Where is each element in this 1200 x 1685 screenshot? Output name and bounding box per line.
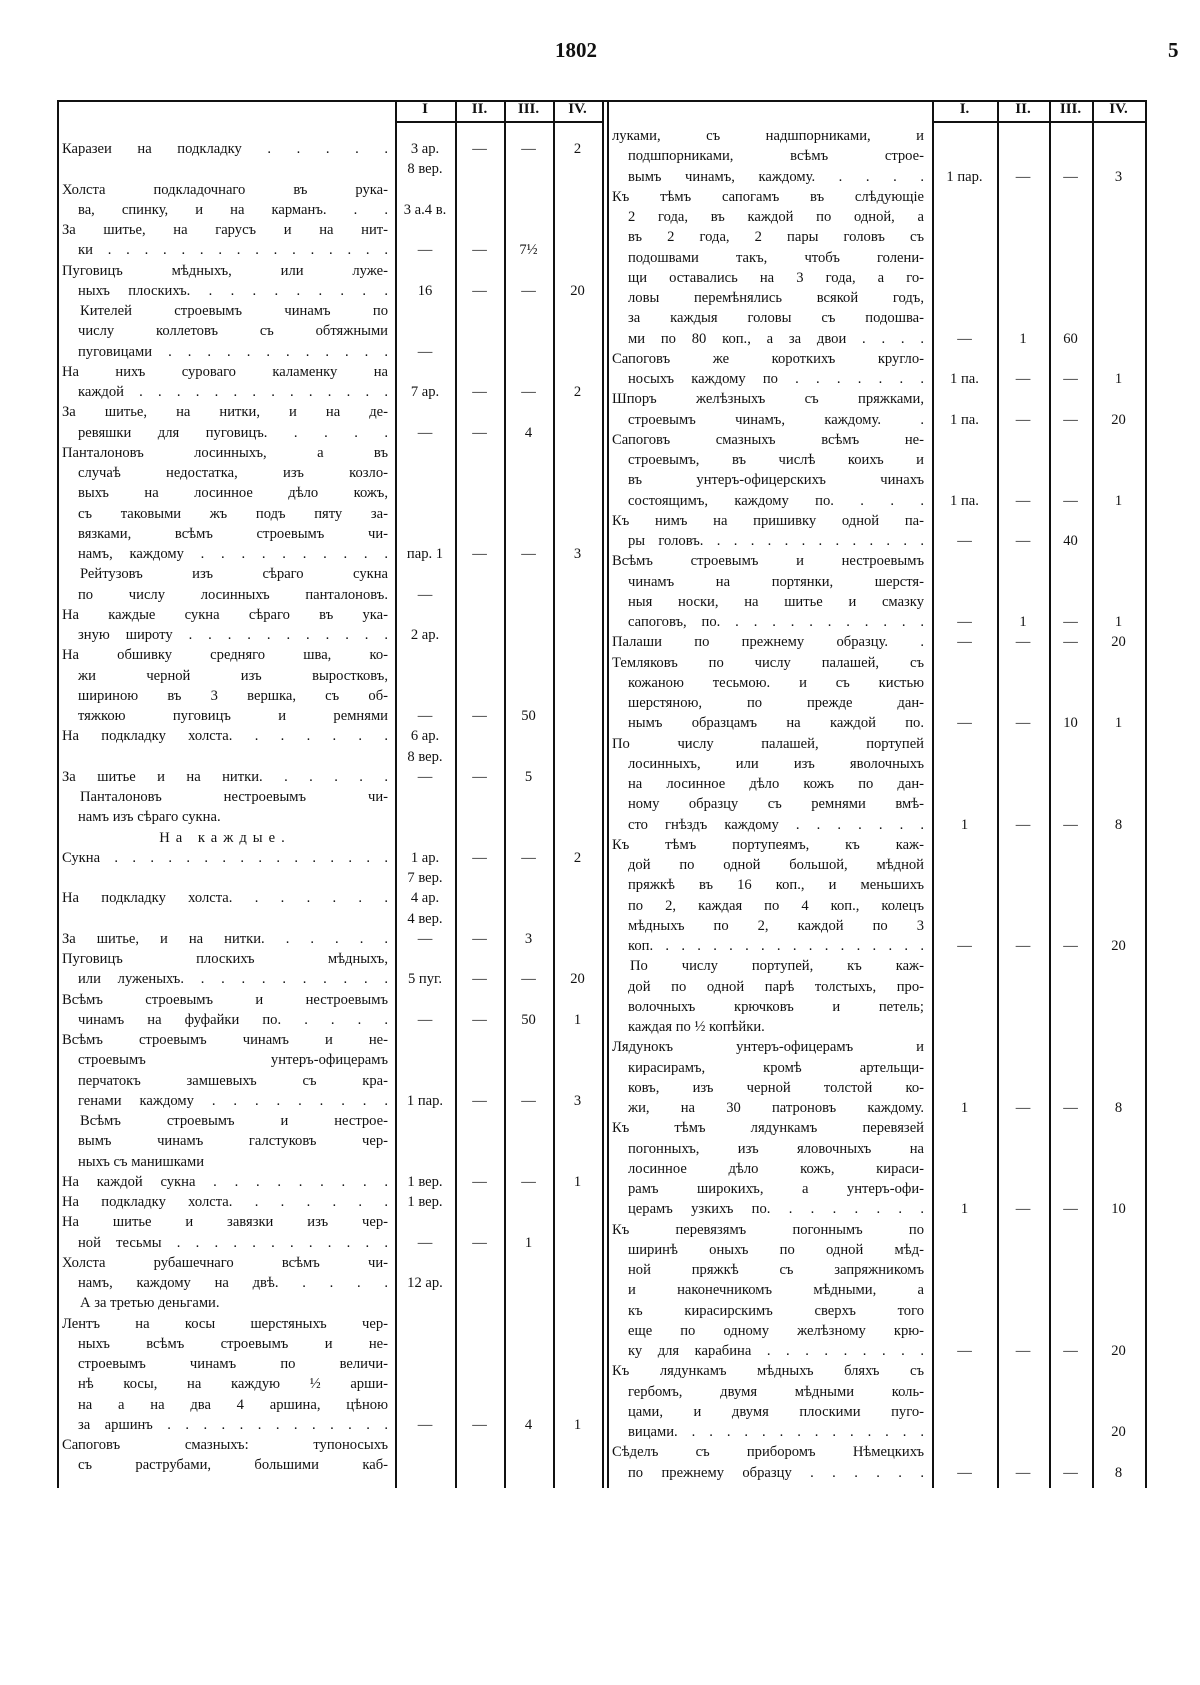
- entry-text-line: По числу портупей, къ каж-: [630, 958, 924, 975]
- entry-text-line: Холста подкладочнаго въ рука-: [62, 181, 388, 198]
- value-cell-iii: —: [1063, 1464, 1078, 1481]
- value-cell-i: 4 вер.: [407, 910, 443, 927]
- entry-text-line: Къ тѣмъ портупеямъ, къ каж-: [612, 836, 924, 853]
- value-cell-ii: —: [1015, 533, 1031, 549]
- entry-text-line: ми по 80 коп., а за двои . . . .: [628, 330, 924, 347]
- entry-text-line: Къ перевязямъ погоннымъ по: [612, 1221, 924, 1238]
- value-cell-iv: 10: [1111, 1201, 1126, 1218]
- entry-text-line: къ кирасирскимъ сверхъ того: [628, 1302, 924, 1319]
- entry-text-line: волочныхъ крючковъ и петель;: [628, 998, 924, 1015]
- value-cell-i: 1: [960, 816, 969, 833]
- entry-text-line: ной пряжкѣ съ запряжникомъ: [628, 1262, 924, 1278]
- value-cell-ii: —: [472, 849, 487, 866]
- entry-text-line: нѣ косы, на каждую ½ арши-: [78, 1376, 388, 1393]
- value-cell-ii: —: [472, 971, 487, 988]
- value-cell-ii: —: [472, 1234, 487, 1251]
- value-cell-iv: 20: [1111, 1343, 1126, 1359]
- value-cell-iv: 8: [1114, 1464, 1123, 1481]
- column-rule: [504, 100, 506, 1488]
- value-cell-i: 3 ар.: [410, 141, 440, 157]
- entry-text-line: намъ изъ сѣраго сукна.: [78, 809, 221, 826]
- value-cell-iii: —: [521, 1092, 536, 1109]
- value-cell-i: —: [417, 343, 433, 360]
- column-rule: [1092, 100, 1094, 1488]
- entry-text-line: нымъ образцамъ на каждой по.: [628, 715, 924, 732]
- value-cell-ii: 1: [1019, 614, 1027, 630]
- value-cell-ii: —: [1015, 938, 1031, 954]
- entry-text-line: гербомъ, двумя мѣдными коль-: [628, 1383, 924, 1400]
- right-column-header-i: I.: [959, 101, 970, 117]
- column-rule: [455, 100, 457, 1488]
- entry-text-line: ныхъ съ манишками: [78, 1153, 205, 1170]
- value-cell-iv: 20: [1111, 411, 1126, 428]
- value-cell-ii: —: [1015, 168, 1031, 185]
- entry-text-line: подшпорниками, всѣмъ строе-: [628, 148, 924, 165]
- value-cell-iii: —: [1063, 371, 1078, 387]
- entry-text-line: луками, съ надшпорниками, и: [612, 128, 924, 144]
- value-cell-i: 1 па.: [950, 411, 979, 428]
- value-cell-iii: —: [1063, 1201, 1078, 1218]
- value-cell-iv: 2: [573, 141, 582, 157]
- right-column-header-iv: IV.: [1109, 101, 1128, 117]
- value-cell-i: 8 вер.: [407, 161, 443, 178]
- entry-text-line: жи черной изъ выростковъ,: [78, 667, 388, 684]
- entry-text-line: каждая по ½ копѣйки.: [628, 1019, 765, 1035]
- value-cell-iii: 7½: [519, 242, 538, 259]
- entry-text-line: лосинное дѣло кожъ, кираси-: [628, 1160, 924, 1177]
- value-cell-iii: —: [521, 282, 536, 299]
- value-cell-i: 16: [417, 282, 433, 299]
- left-column-header-ii: II.: [471, 101, 488, 117]
- entry-text-line: сто гнѣздъ каждому . . . . . . .: [628, 816, 924, 833]
- value-cell-iii: —: [1063, 634, 1078, 651]
- entry-text-line: сапоговъ, по. . . . . . . . . . . .: [628, 614, 924, 630]
- value-cell-i: 7 вер.: [407, 870, 443, 886]
- page-year-header: 1802: [555, 38, 597, 62]
- entry-text-line: носыхъ каждому по . . . . . . .: [628, 371, 924, 387]
- entry-text-line: строевымъ, въ числѣ коихъ и: [628, 452, 924, 468]
- value-cell-ii: —: [1015, 411, 1031, 428]
- value-cell-i: пар. 1: [406, 546, 444, 562]
- entry-text-line: погонныхъ, изъ яловочныхъ на: [628, 1140, 924, 1157]
- value-cell-iv: 1: [573, 1173, 582, 1190]
- column-rule: [602, 100, 604, 1488]
- entry-text-line: Каразеи на подкладку . . . . .: [62, 141, 388, 157]
- entry-text-line: пуговицами . . . . . . . . . . . .: [78, 343, 388, 360]
- entry-text-line: ному образцу съ ремнями вмѣ-: [628, 796, 924, 813]
- value-cell-i: —: [417, 1416, 433, 1433]
- entry-text-line: перчатокъ замшевыхъ съ кра-: [78, 1072, 388, 1089]
- value-cell-i: 1 вер.: [407, 1173, 443, 1190]
- value-cell-iii: 50: [521, 708, 536, 724]
- entry-text-line: На каждой сукна . . . . . . . . .: [62, 1173, 388, 1190]
- value-cell-iv: 20: [1111, 634, 1126, 651]
- entry-text-line: Рейтузовъ изъ сѣраго сукна: [80, 566, 388, 583]
- value-cell-iv: 1: [1114, 614, 1123, 630]
- entry-text-line: жи, на 30 патроновъ каждому.: [628, 1100, 924, 1116]
- entry-text-line: Кителей строевымъ чинамъ по: [80, 303, 388, 319]
- value-cell-iv: 20: [570, 282, 585, 299]
- entry-text-line: 2 года, въ каждой по одной, а: [628, 209, 924, 225]
- value-cell-i: —: [417, 586, 433, 603]
- entry-text-line: На каждые.: [159, 829, 291, 846]
- value-cell-iii: 4: [524, 424, 533, 441]
- entry-text-line: Къ лядункамъ мѣдныхъ бляхъ съ: [612, 1363, 924, 1380]
- entry-text-line: За шитье, и на нитки. . . . . .: [62, 930, 388, 947]
- entry-text-line: съ таковыми жъ подъ пяту за-: [78, 505, 388, 522]
- value-cell-iii: 3: [524, 930, 533, 947]
- entry-text-line: Палаши по прежнему образцу. .: [612, 634, 924, 651]
- value-cell-iii: 10: [1063, 715, 1078, 732]
- entry-text-line: На подкладку холста. . . . . . .: [62, 890, 388, 907]
- entry-text-line: чинамъ на портянки, шерстя-: [628, 573, 924, 590]
- value-cell-ii: —: [472, 1416, 487, 1433]
- entry-text-line: щи оставались на 3 года, а го-: [628, 269, 924, 286]
- column-rule: [553, 100, 555, 1488]
- value-cell-ii: —: [472, 930, 487, 947]
- entry-text-line: съ раструбами, большими каб-: [78, 1457, 388, 1474]
- entry-text-line: случаѣ недостатка, изъ козло-: [78, 465, 388, 481]
- value-cell-iii: —: [521, 546, 536, 562]
- value-cell-i: 1 па.: [950, 371, 979, 387]
- value-cell-i: —: [957, 715, 972, 732]
- entry-text-line: Всѣмъ строевымъ и нестроевымъ: [612, 553, 924, 570]
- value-cell-i: —: [957, 634, 972, 651]
- entry-text-line: Сапоговъ смазныхъ: тупоносыхъ: [62, 1437, 388, 1453]
- entry-text-line: вицами. . . . . . . . . . . . . . .: [628, 1424, 924, 1440]
- entry-text-line: ревяшки для пуговицъ. . . . .: [78, 424, 388, 441]
- entry-text-line: вымъ чинамъ, каждому. . . . .: [628, 168, 924, 185]
- value-cell-iii: —: [1063, 492, 1078, 509]
- value-cell-ii: —: [472, 424, 487, 441]
- value-cell-i: 1 пар.: [946, 168, 983, 185]
- value-cell-iii: —: [1063, 1100, 1078, 1116]
- entry-text-line: Къ тѣмъ лядункамъ перевязей: [612, 1120, 924, 1137]
- value-cell-iii: 5: [524, 768, 533, 785]
- value-cell-ii: —: [1015, 1201, 1031, 1218]
- entry-text-line: На подкладку холста. . . . . . .: [62, 728, 388, 745]
- value-cell-ii: —: [472, 141, 487, 157]
- entry-text-line: ныхъ плоскихъ. . . . . . . . . .: [78, 282, 388, 299]
- entry-text-line: Холста рубашечнаго всѣмъ чи-: [62, 1254, 388, 1271]
- entry-text-line: На обшивку средняго шва, ко-: [62, 647, 388, 664]
- entry-text-line: ширинѣ оныхъ по одной мѣд-: [628, 1241, 924, 1258]
- entry-text-line: За шитье и на нитки. . . . . .: [62, 768, 388, 785]
- value-cell-iii: 1: [524, 1234, 533, 1251]
- value-cell-i: —: [417, 1011, 433, 1028]
- column-rule: [1145, 100, 1147, 1488]
- value-cell-i: —: [417, 1234, 433, 1251]
- entry-text-line: по прежнему образцу . . . . . .: [628, 1464, 924, 1481]
- value-cell-i: —: [957, 614, 972, 630]
- entry-text-line: по 2, каждая по 4 коп., колецъ: [628, 897, 924, 914]
- value-cell-iii: —: [521, 141, 536, 157]
- value-cell-i: 1: [960, 1201, 969, 1218]
- left-column-header-i: I: [422, 101, 428, 117]
- value-cell-i: —: [417, 768, 433, 785]
- entry-text-line: ныхъ всѣмъ строевымъ и не-: [78, 1335, 388, 1352]
- entry-text-line: шерстяною, по прежде дан-: [628, 695, 924, 711]
- value-cell-iii: —: [521, 971, 536, 988]
- entry-text-line: На каждые сукна сѣраго въ ука-: [62, 606, 388, 623]
- entry-text-line: А за третью деньгами.: [80, 1295, 220, 1312]
- entry-text-line: вымъ чинамъ галстуковъ чер-: [78, 1133, 388, 1150]
- value-cell-i: 2 ар.: [410, 627, 440, 643]
- column-rule: [997, 100, 999, 1488]
- value-cell-i: 12 ар.: [407, 1275, 443, 1291]
- entry-text-line: ры головъ. . . . . . . . . . . . . .: [628, 533, 924, 549]
- entry-text-line: Къ тѣмъ сапогамъ въ слѣдующіе: [612, 188, 924, 205]
- value-cell-i: 1 ар.: [410, 849, 440, 866]
- value-cell-i: 3 а.4 в.: [403, 201, 447, 218]
- value-cell-i: 5 пуг.: [407, 971, 443, 988]
- value-cell-ii: —: [472, 1173, 487, 1190]
- entry-text-line: ки . . . . . . . . . . . . . . . .: [78, 242, 388, 259]
- entry-text-line: намъ, каждому на двѣ. . . . .: [78, 1275, 388, 1291]
- entry-text-line: или луженыхъ. . . . . . . . . . .: [78, 971, 388, 988]
- value-cell-ii: —: [1015, 1464, 1031, 1481]
- entry-text-line: на а на два 4 аршина, цѣною: [78, 1396, 388, 1413]
- entry-text-line: Шпоръ желѣзныхъ съ пряжками,: [612, 391, 924, 408]
- entry-text-line: ковъ, изъ черной толстой ко-: [628, 1079, 924, 1096]
- value-cell-iii: —: [521, 384, 536, 400]
- value-cell-iii: 4: [524, 1416, 533, 1433]
- value-cell-iii: 40: [1063, 533, 1078, 549]
- value-cell-ii: —: [1015, 1343, 1031, 1359]
- entry-text-line: еще по одному желѣзному крю-: [628, 1322, 924, 1339]
- entry-text-line: За шитье, на нитки, и на де-: [62, 404, 388, 421]
- value-cell-ii: —: [472, 384, 487, 400]
- value-cell-ii: 1: [1019, 330, 1027, 347]
- value-cell-iv: 2: [573, 384, 582, 400]
- entry-text-line: ныя носки, на шитье и смазку: [628, 593, 924, 610]
- value-cell-i: —: [417, 930, 433, 947]
- entry-text-line: числу коллетовъ съ обтяжными: [78, 323, 388, 340]
- column-rule: [607, 100, 609, 1488]
- value-cell-iii: —: [1063, 411, 1078, 428]
- value-cell-i: 1: [960, 1100, 969, 1116]
- value-cell-i: —: [957, 1464, 972, 1481]
- value-cell-iv: 3: [1114, 168, 1123, 185]
- value-cell-i: 8 вер.: [407, 748, 443, 765]
- entry-text-line: кожаною тесьмою. и съ кистью: [628, 674, 924, 691]
- entry-text-line: Всѣмъ строевымъ чинамъ и не-: [62, 1032, 388, 1048]
- entry-text-line: Къ нимъ на пришивку одной па-: [612, 512, 924, 529]
- value-cell-iv: 20: [1111, 1424, 1126, 1440]
- value-cell-iii: —: [521, 1173, 536, 1190]
- value-cell-iv: 1: [573, 1011, 582, 1028]
- entry-text-line: шириною въ 3 вершка, съ об-: [78, 687, 388, 704]
- entry-text-line: дой по одной парѣ толстыхъ, про-: [628, 978, 924, 995]
- entry-text-line: тяжкою пуговицъ и ремнями: [78, 708, 388, 724]
- value-cell-iv: 2: [573, 849, 582, 866]
- value-cell-i: —: [957, 1343, 972, 1359]
- value-cell-iv: 8: [1114, 1100, 1123, 1116]
- entry-text-line: въ унтеръ-офицерскихъ чинахъ: [628, 472, 924, 489]
- entry-text-line: каждой . . . . . . . . . . . . . .: [78, 384, 388, 400]
- value-cell-ii: —: [472, 768, 487, 785]
- entry-text-line: лосинныхъ, или изъ яволочныхъ: [628, 755, 924, 772]
- entry-text-line: цами, и двумя плоскими пуго-: [628, 1403, 924, 1420]
- value-cell-iii: —: [1063, 938, 1078, 954]
- value-cell-ii: —: [1015, 371, 1031, 387]
- entry-text-line: Лядунокъ унтеръ-офицерамъ и: [612, 1039, 924, 1056]
- left-column-header-iv: IV.: [568, 101, 587, 117]
- entry-text-line: состоящимъ, каждому по. . . .: [628, 492, 924, 509]
- entry-text-line: генами каждому . . . . . . . . .: [78, 1092, 388, 1109]
- value-cell-iv: 1: [1114, 371, 1123, 387]
- entry-text-line: рамъ широкихъ, а унтеръ-офи-: [628, 1181, 924, 1197]
- column-rule: [57, 100, 59, 1488]
- entry-text-line: Пуговицъ плоскихъ мѣдныхъ,: [62, 951, 388, 967]
- page-number: 5: [1168, 38, 1179, 62]
- value-cell-i: —: [957, 533, 972, 549]
- entry-text-line: церамъ узкихъ по. . . . . . . .: [628, 1201, 924, 1218]
- entry-text-line: строевымъ чинамъ по величи-: [78, 1356, 388, 1372]
- entry-text-line: На шитье и завязки изъ чер-: [62, 1214, 388, 1231]
- entry-text-line: дой по одной большой, мѣдной: [628, 857, 924, 873]
- value-cell-iii: 50: [521, 1011, 536, 1028]
- value-cell-ii: —: [1015, 1100, 1031, 1116]
- value-cell-iv: 3: [573, 1092, 582, 1109]
- value-cell-iv: 1: [1114, 715, 1123, 732]
- entry-text-line: ловы перемѣнялись всякой годъ,: [628, 290, 924, 306]
- value-cell-iv: 8: [1114, 816, 1123, 833]
- value-cell-i: 4 ар.: [410, 890, 440, 907]
- value-cell-i: —: [417, 242, 433, 259]
- entry-text-line: Сапоговъ смазныхъ всѣмъ не-: [612, 431, 924, 448]
- value-cell-iii: —: [1063, 816, 1078, 833]
- entry-text-line: Пуговицъ мѣдныхъ, или луже-: [62, 262, 388, 279]
- entry-text-line: за аршинъ . . . . . . . . . . . . .: [78, 1416, 388, 1433]
- value-cell-ii: —: [1015, 492, 1031, 509]
- value-cell-ii: —: [1015, 634, 1031, 651]
- column-rule: [932, 100, 934, 1488]
- value-cell-ii: —: [472, 242, 487, 259]
- value-cell-ii: —: [472, 708, 487, 724]
- entry-text-line: намъ, каждому . . . . . . . . . .: [78, 546, 388, 562]
- value-cell-i: 1 вер.: [407, 1194, 443, 1210]
- entry-text-line: за каждыя головы съ подошва-: [628, 310, 924, 327]
- right-header-rule: [932, 121, 1145, 123]
- value-cell-i: —: [957, 938, 972, 954]
- entry-text-line: ва, спинку, и на карманъ. . .: [78, 201, 388, 218]
- value-cell-ii: —: [472, 282, 487, 299]
- entry-text-line: ной тесьмы . . . . . . . . . . . .: [78, 1234, 388, 1251]
- value-cell-ii: —: [472, 1011, 487, 1028]
- left-column-header-iii: III.: [517, 101, 540, 117]
- entry-text-line: мѣдныхъ по 2, каждой по 3: [628, 917, 924, 934]
- entry-text-line: кирасирамъ, кромѣ артельщи-: [628, 1059, 924, 1076]
- entry-text-line: Всѣмъ строевымъ и нестроевымъ: [62, 991, 388, 1008]
- value-cell-ii: —: [1015, 715, 1031, 732]
- value-cell-iii: 60: [1063, 330, 1078, 347]
- value-cell-iv: 1: [1114, 492, 1123, 509]
- entry-text-line: на лосинное дѣло кожъ по дан-: [628, 776, 924, 792]
- entry-text-line: строевымъ унтеръ-офицерамъ: [78, 1052, 388, 1069]
- value-cell-iv: 20: [570, 971, 585, 988]
- entry-text-line: строевымъ чинамъ, каждому. .: [628, 411, 924, 428]
- value-cell-ii: —: [1015, 816, 1031, 833]
- value-cell-iii: —: [1063, 1343, 1078, 1359]
- value-cell-iii: —: [1063, 168, 1078, 185]
- right-column-header-ii: II.: [1015, 101, 1031, 117]
- value-cell-iv: 20: [1111, 938, 1126, 954]
- value-cell-iii: —: [521, 849, 536, 866]
- entry-text-line: пряжкѣ въ 16 коп., и меньшихъ: [628, 877, 924, 894]
- entry-text-line: Лентъ на косы шерстяныхъ чер-: [62, 1315, 388, 1332]
- entry-text-line: За шитье, на гарусъ и на нит-: [62, 222, 388, 238]
- entry-text-line: По числу палашей, портупей: [612, 735, 924, 752]
- entry-text-line: въ 2 года, 2 пары головъ съ: [628, 229, 924, 246]
- entry-text-line: по числу лосинныхъ панталоновъ.: [78, 586, 388, 603]
- entry-text-line: Темляковъ по числу палашей, съ: [612, 654, 924, 671]
- entry-text-line: коп. . . . . . . . . . . . . . . . . .: [628, 938, 924, 954]
- left-header-rule: [395, 121, 602, 123]
- entry-text-line: Панталоновъ лосинныхъ, а въ: [62, 444, 388, 461]
- value-cell-iv: 1: [573, 1416, 582, 1433]
- right-column-header-iii: III.: [1059, 101, 1082, 117]
- value-cell-ii: —: [472, 546, 487, 562]
- entry-text-line: Сѣделъ съ приборомъ Нѣмецкихъ: [612, 1444, 924, 1461]
- value-cell-ii: —: [472, 1092, 487, 1109]
- entry-text-line: и наконечникомъ мѣдными, а: [628, 1282, 924, 1299]
- value-cell-iv: 3: [573, 546, 582, 562]
- entry-text-line: На нихъ суроваго каламенку на: [62, 363, 388, 380]
- value-cell-i: —: [417, 424, 433, 441]
- entry-text-line: чинамъ на фуфайки по. . . . .: [78, 1011, 388, 1028]
- value-cell-i: —: [417, 708, 433, 724]
- entry-text-line: подошвами такъ, чтобъ голени-: [628, 249, 924, 266]
- entry-text-line: вязками, всѣмъ строевымъ чи-: [78, 525, 388, 542]
- entry-text-line: Всѣмъ строевымъ и нестрое-: [80, 1113, 388, 1129]
- entry-text-line: зную широту . . . . . . . . . . .: [78, 627, 388, 643]
- entry-text-line: Панталоновъ нестроевымъ чи-: [80, 789, 388, 805]
- value-cell-i: 1 па.: [950, 492, 979, 509]
- value-cell-i: —: [957, 330, 972, 347]
- value-cell-i: 7 ар.: [410, 384, 440, 400]
- entry-text-line: выхъ на лосинное дѣло кожъ,: [78, 485, 388, 502]
- value-cell-i: 1 пар.: [406, 1092, 444, 1109]
- entry-text-line: ку для карабина . . . . . . . . .: [628, 1343, 924, 1359]
- entry-text-line: Сапоговъ же короткихъ кругло-: [612, 350, 924, 367]
- column-rule: [1049, 100, 1051, 1488]
- value-cell-iii: —: [1063, 614, 1078, 630]
- entry-text-line: На подкладку холста. . . . . . .: [62, 1194, 388, 1210]
- value-cell-i: 6 ар.: [410, 728, 440, 745]
- entry-text-line: Сукна . . . . . . . . . . . . . . . .: [62, 849, 388, 866]
